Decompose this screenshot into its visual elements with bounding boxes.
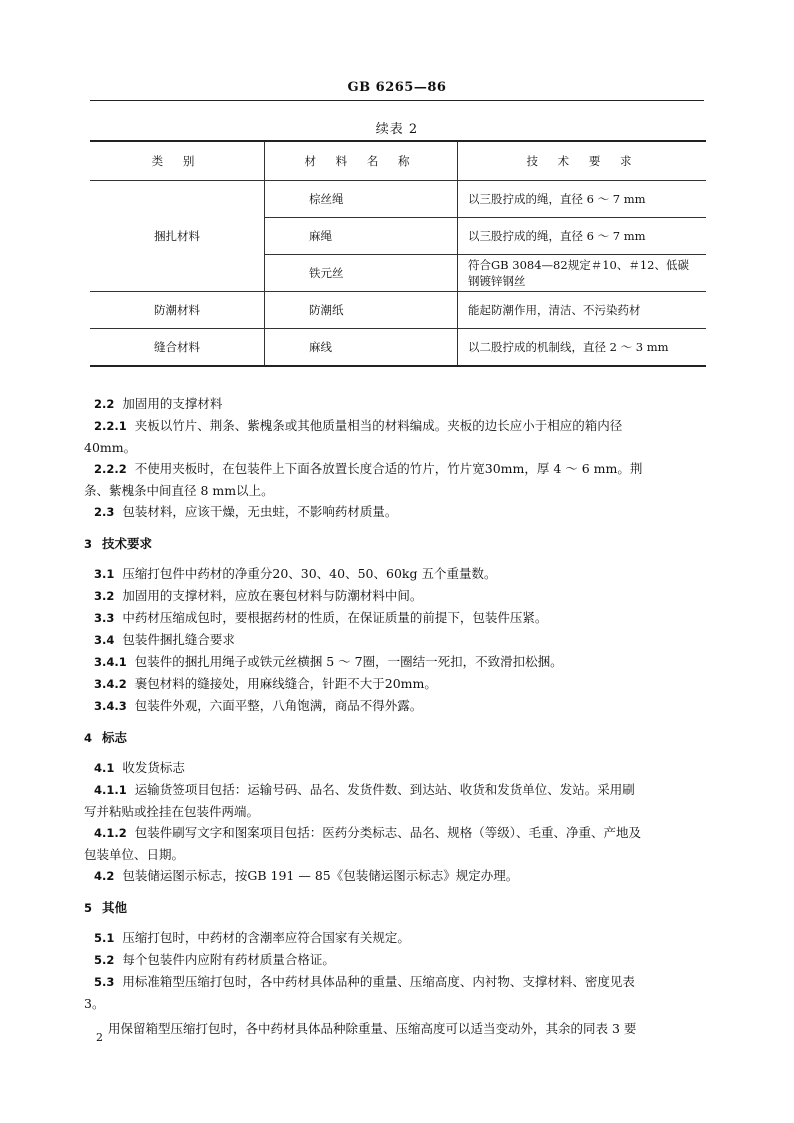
clause-2-2-2 — [84, 458, 708, 480]
clause-continuation: 3。 — [84, 996, 105, 1011]
section-heading-5 — [84, 897, 708, 919]
clause-5-3-paragraph: 用保留箱型压缩打包时，各中药材具体品种除重量、压缩高度可以适当变动外，其余的同表 3 要 — [108, 1021, 637, 1036]
clause-number: 2.2.1 — [94, 419, 127, 433]
clause-text: 压缩打包时，中药材的含潮率应符合国家有关规定。 — [122, 930, 410, 945]
clause-2-2-1 — [84, 415, 708, 437]
clause-4-1-2 — [84, 822, 708, 844]
header-rule — [90, 100, 704, 101]
category-cell: 捆扎材料 — [90, 181, 265, 292]
clause-number: 4.1 — [94, 761, 115, 775]
clause-continuation: 40mm。 — [84, 440, 137, 455]
standard-code-header: GB 6265—86 — [347, 80, 447, 95]
clause-3-4 — [84, 629, 708, 651]
clause-number: 3.4.1 — [94, 655, 127, 669]
clause-number: 3.4.3 — [94, 699, 127, 713]
section-title: 其他 — [102, 900, 128, 915]
clause-text: 收发货标志 — [122, 760, 185, 775]
clause-text: 加固用的支撑材料 — [122, 396, 223, 411]
table-header-row — [90, 141, 706, 181]
clause-number: 5.3 — [94, 975, 115, 989]
clause-number: 3.3 — [94, 611, 115, 625]
clause-number: 5.2 — [94, 953, 115, 967]
clause-3-4-2 — [84, 673, 708, 695]
clause-number: 4.1.2 — [94, 826, 127, 840]
section-number: 3 — [84, 537, 93, 551]
clause-number: 2.2.2 — [94, 462, 127, 476]
material-name-cell: 麻线 — [265, 329, 458, 367]
clause-text: 用标准箱型压缩打包时，各中药材具体品种的重量、压缩高度、内衬物、支撑材料、密度见表 — [122, 974, 635, 989]
requirement-cell: 符合GB 3084—82规定＃10、＃12、低碳钢镀锌钢丝 — [458, 255, 707, 292]
requirement-cell: 以三股拧成的绳，直径 6 ～ 7 mm — [458, 181, 707, 218]
clause-text: 包装件的捆扎用绳子或铁元丝横捆 5 ～ 7圈，一圈结一死扣，不致滑扣松捆。 — [134, 654, 563, 669]
clause-number: 5.1 — [94, 931, 115, 945]
clause-5-3 — [84, 971, 708, 993]
clause-text: 压缩打包件中药材的净重分20、30、40、50、60kg 五个重量数。 — [122, 566, 497, 581]
section-number: 5 — [84, 901, 93, 915]
requirement-cell: 能起防潮作用，清洁、不污染药材 — [458, 292, 707, 329]
clause-text: 运输货签项目包括：运输号码、品名、发货件数、到达站、收货和发货单位、发站。采用刷 — [134, 782, 635, 797]
category-cell: 防潮材料 — [90, 292, 265, 329]
clause-4-1 — [84, 757, 708, 779]
clause-text: 包装储运图示标志，按GB 191 — 85《包装储运图示标志》规定办理。 — [122, 868, 519, 883]
table-row — [90, 329, 706, 367]
clause-2-3 — [84, 501, 708, 523]
clause-3-3 — [84, 607, 708, 629]
clause-text: 包装件外观，六面平整，八角饱满，商品不得外露。 — [134, 698, 423, 713]
clause-text: 包装件捆扎缝合要求 — [122, 632, 235, 647]
document-body — [84, 393, 708, 1039]
clause-5-2 — [84, 949, 708, 971]
material-name-cell: 棕丝绳 — [265, 181, 458, 218]
clause-number: 3.4 — [94, 633, 115, 647]
materials-table — [90, 140, 706, 367]
clause-3-2 — [84, 585, 708, 607]
requirement-cell: 以三股拧成的绳，直径 6 ～ 7 mm — [458, 218, 707, 255]
clause-3-4-1 — [84, 651, 708, 673]
section-title: 标志 — [102, 730, 128, 745]
clause-number: 3.1 — [94, 567, 115, 581]
clause-5-1 — [84, 927, 708, 949]
table-row — [90, 292, 706, 329]
clause-text: 裹包材料的缝接处，用麻线缝合，针距不大于20mm。 — [134, 676, 437, 691]
clause-3-4-3 — [84, 695, 708, 717]
clause-continuation: 包装单位、日期。 — [84, 847, 185, 862]
clause-number: 4.2 — [94, 869, 115, 883]
column-header-material-name: 材 料 名 称 — [265, 141, 458, 181]
section-heading-3 — [84, 533, 708, 555]
material-name-cell: 铁元丝 — [265, 255, 458, 292]
page-number: 2 — [96, 1031, 103, 1044]
column-header-category: 类 别 — [90, 141, 265, 181]
clause-3-1 — [84, 563, 708, 585]
category-cell: 缝合材料 — [90, 329, 265, 367]
clause-number: 3.2 — [94, 589, 115, 603]
clause-continuation: 条、紫槐条中间直径 8 mm以上。 — [84, 483, 274, 498]
clause-4-1-1 — [84, 779, 708, 801]
clause-number: 2.3 — [94, 505, 115, 519]
clause-number: 4.1.1 — [94, 783, 127, 797]
column-header-requirement: 技 术 要 求 — [458, 141, 707, 181]
section-title: 技术要求 — [102, 536, 153, 551]
clause-2-2 — [84, 393, 708, 415]
clause-text: 不使用夹板时，在包装件上下面各放置长度合适的竹片，竹片宽30mm，厚 4 ～ 6 mm。荆 — [134, 461, 643, 476]
material-name-cell: 麻绳 — [265, 218, 458, 255]
clause-text: 包装材料，应该干燥，无虫蛀，不影响药材质量。 — [122, 504, 398, 519]
table-caption: 续表 2 — [375, 122, 419, 137]
clause-text: 中药材压缩成包时，要根据药材的性质，在保证质量的前提下，包装件压紧。 — [122, 610, 548, 625]
clause-text: 包装件刷写文字和图案项目包括：医药分类标志、品名、规格（等级）、毛重、净重、产地及 — [134, 825, 642, 840]
clause-text: 加固用的支撑材料，应放在裹包材料与防潮材料中间。 — [122, 588, 423, 603]
clause-text: 每个包装件内应附有药材质量合格证。 — [122, 952, 335, 967]
material-name-cell: 防潮纸 — [265, 292, 458, 329]
requirement-cell: 以二股拧成的机制线，直径 2 ～ 3 mm — [458, 329, 707, 367]
section-number: 4 — [84, 731, 93, 745]
clause-number: 3.4.2 — [94, 677, 127, 691]
clause-continuation: 写并粘贴或拴挂在包装件两端。 — [84, 804, 260, 819]
clause-text: 夹板以竹片、荆条、紫槐条或其他质量相当的材料编成。夹板的边长应小于相应的箱内径 — [134, 418, 623, 433]
table-row — [90, 181, 706, 218]
section-heading-4 — [84, 727, 708, 749]
clause-4-2 — [84, 865, 708, 887]
clause-number: 2.2 — [94, 397, 115, 411]
